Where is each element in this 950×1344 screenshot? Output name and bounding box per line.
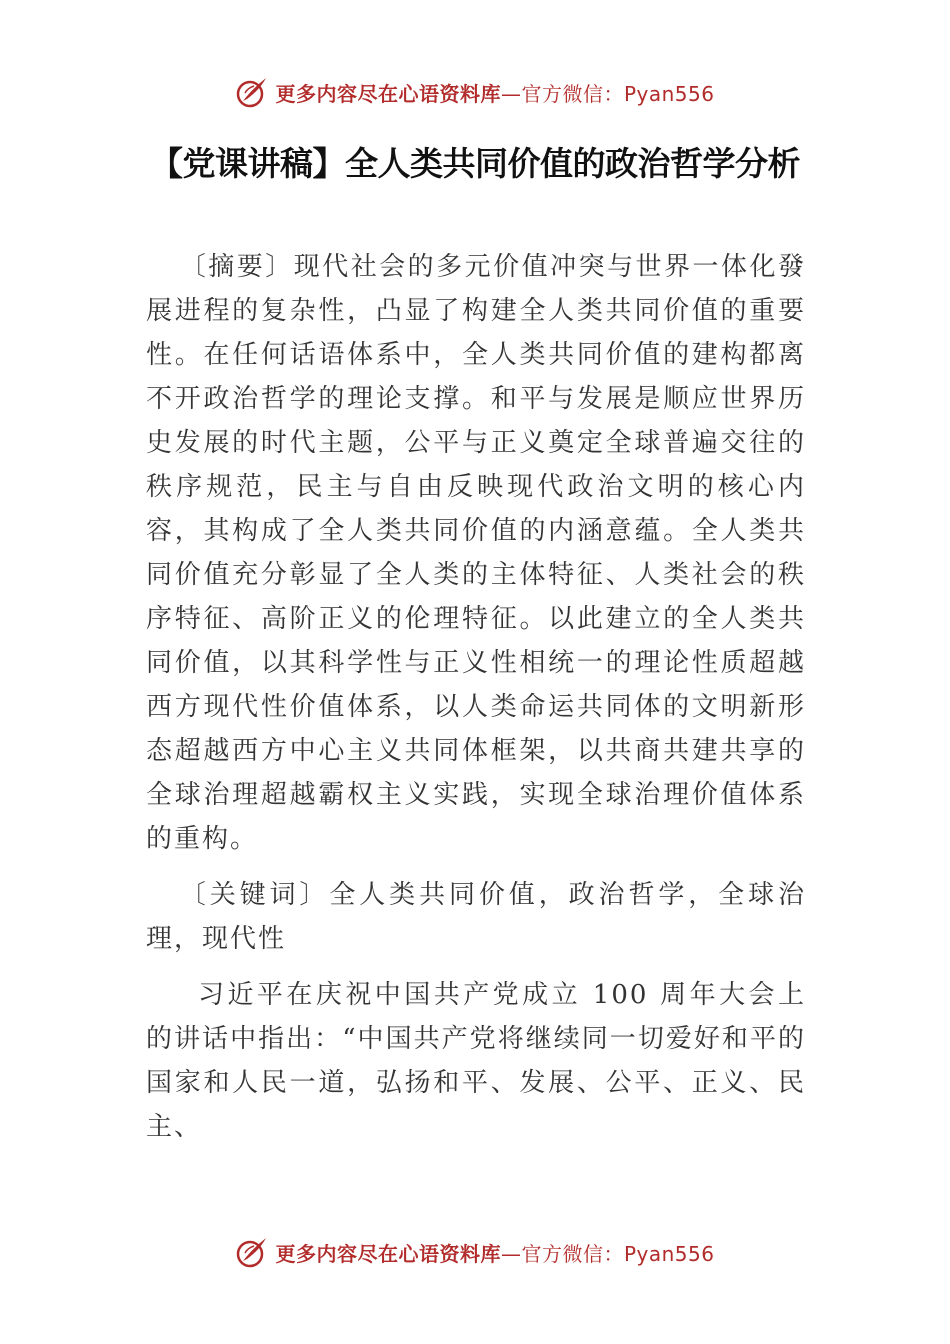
footer-wechat-text: —官方微信：Pyan556 — [500, 1241, 715, 1266]
quill-seal-icon — [235, 1235, 269, 1269]
intro-paragraph: 习近平在庆祝中国共产党成立 100 周年大会上的讲话中指出：“中国共产党将继续同一切爱好和平的国家和人民一道，弘扬和平、发展、公平、正义、民主、 — [146, 980, 806, 1142]
quill-seal-icon — [235, 75, 269, 109]
header-brand-text: 更多内容尽在心语资料库 — [275, 81, 501, 106]
abstract-paragraph: 〔摘要〕现代社会的多元价值冲突与世界一体化發展进程的复杂性，凸显了构建全人类共同价值的重要性。在任何话语体系中，全人类共同价值的建构都离不开政治哲学的理论支撑。和平与发展是顺应世界历史发展的时代主题，公平与正义奠定全球普遍交往的秩序规范，民主与自由反映现代政治文明的核心内容，其构成了全人类共同价值的内涵意蕴。全人类共同价值充分彰显了全人类的主体特征、人类社会的秩序特征、高阶正义的伦理特征。以此建立的全人类共同价值，以其科学性与正义性相统一的理论性质超越西方现代性价值体系，以人类命运共同体的文明新形态超越西方中心主义共同体框架，以共商共建共享的全球治理超越霸权主义实践，实现全球治理价值体系的重构。 — [146, 252, 806, 854]
keywords-paragraph: 〔关键词〕全人类共同价值，政治哲学，全球治理，现代性 — [146, 880, 806, 954]
header-banner — [0, 70, 950, 114]
footer-banner — [0, 1230, 950, 1274]
header-wechat-text: —官方微信：Pyan556 — [500, 81, 715, 106]
document-title: 【党课讲稿】全人类共同价值的政治哲学分析 — [150, 144, 800, 183]
document-body — [146, 245, 806, 1161]
footer-brand-text: 更多内容尽在心语资料库 — [275, 1241, 501, 1266]
